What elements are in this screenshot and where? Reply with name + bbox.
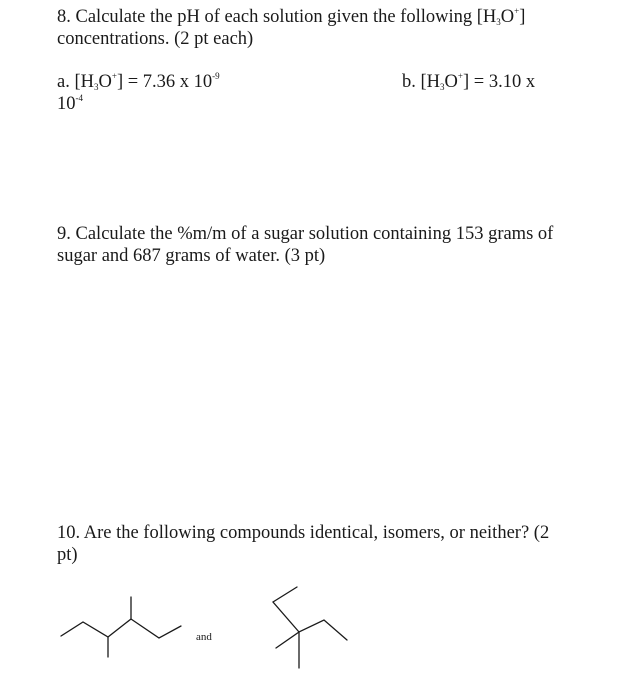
question-9-text-line2: sugar and 687 grams of water. (3 pt) — [57, 246, 326, 266]
question-8: 8. Calculate the pH of each solution given the following $[H_3O^+]$ concentrations. (2 pt each) — [57, 6, 526, 49]
question-10-text-line1: 10. Are the following compounds identical, isomers, or neither? (2 — [57, 523, 550, 543]
question-8-text: 8. Calculate the pH of each solution given the following [H — [57, 7, 497, 27]
question-10-text-line2: pt) — [57, 545, 78, 565]
question-8-text-line2: concentrations. (2 pt each) — [57, 29, 254, 49]
compound-2-skeletal-structure — [273, 587, 347, 668]
question-8-part-b: b. $[H_3O^+] = 3.10$ x — [402, 71, 536, 92]
compound-1-skeletal-structure — [61, 597, 181, 657]
compound-1-main-chain — [61, 619, 181, 638]
and-connector-label: and — [196, 631, 212, 643]
compound-2-branch-left — [276, 632, 299, 648]
compound-2-main-chain — [273, 587, 347, 640]
question-8-part-b-exponent-wrap: $10^{-4}$ — [57, 93, 83, 114]
question-9-text-line1: 9. Calculate the %m/m of a sugar solution containing 153 grams of — [57, 224, 554, 244]
question-8-part-a: a. $[H_3O^+] = 7.36$ x $10^{-9}$ — [57, 71, 220, 92]
